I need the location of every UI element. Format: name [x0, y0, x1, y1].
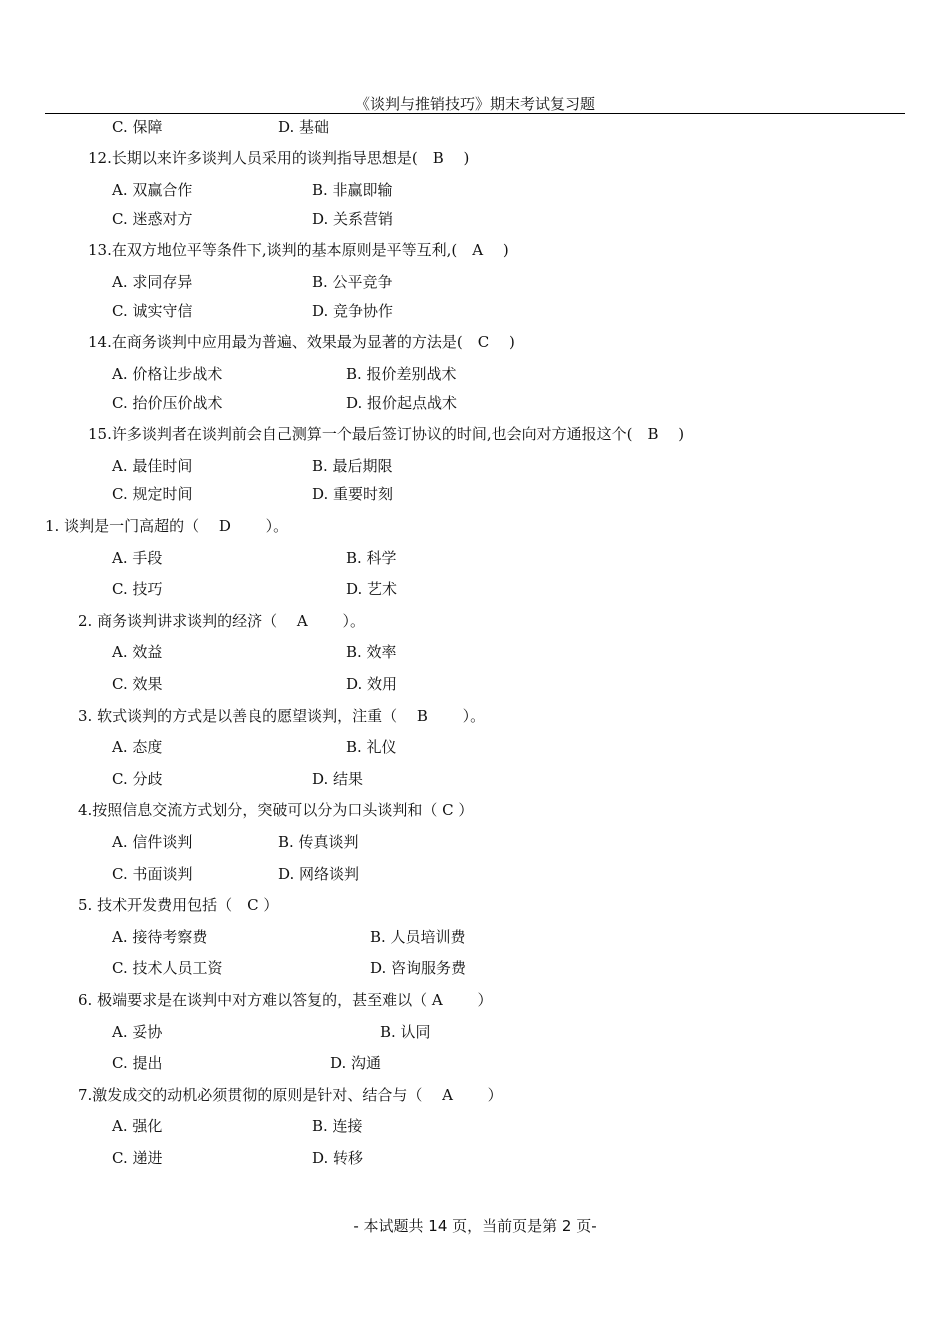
option-text: C. 分歧 — [112, 770, 163, 788]
option-text: A. 信件谈判 — [112, 833, 193, 851]
option-text: B. 科学 — [346, 549, 397, 567]
option-text: C. 技巧 — [112, 580, 163, 598]
option-text: A. 态度 — [112, 738, 163, 756]
option-text: D. 效用 — [346, 675, 398, 693]
page-footer: - 本试题共 14 页，当前页是第 2 页- — [353, 1217, 597, 1235]
option-text: D. 网络谈判 — [278, 865, 360, 883]
option-text: C. 保障 — [112, 118, 163, 136]
option-text: A. 强化 — [112, 1117, 163, 1135]
question-text: 15.许多谈判者在谈判前会自己测算一个最后签订协议的时间,也会向对方通报这个( B ) — [88, 425, 685, 443]
header-rule — [45, 113, 905, 114]
option-text: D. 重要时刻 — [312, 485, 394, 503]
page-header-title: 《谈判与推销技巧》期末考试复习题 — [354, 95, 595, 113]
option-text: D. 咨询服务费 — [370, 959, 467, 977]
option-text: C. 书面谈判 — [112, 865, 193, 883]
option-text: B. 礼仪 — [346, 738, 397, 756]
option-text: D. 竞争协作 — [312, 302, 394, 320]
option-text: B. 连接 — [312, 1117, 363, 1135]
option-text: C. 效果 — [112, 675, 163, 693]
option-text: C. 递进 — [112, 1149, 163, 1167]
option-text: A. 价格让步战术 — [112, 365, 223, 383]
option-text: D. 报价起点战术 — [346, 394, 458, 412]
option-text: C. 迷惑对方 — [112, 210, 193, 228]
question-text: 6. 极端要求是在谈判中对方难以答复的，甚至难以（ A ） — [78, 991, 493, 1009]
option-text: C. 规定时间 — [112, 485, 193, 503]
option-text: C. 技术人员工资 — [112, 959, 223, 977]
option-text: D. 关系营销 — [312, 210, 394, 228]
question-text: 3. 软式谈判的方式是以善良的愿望谈判，注重（ B ）。 — [78, 707, 486, 725]
option-text: D. 基础 — [278, 118, 330, 136]
option-text: A. 妥协 — [112, 1023, 163, 1041]
option-text: A. 求同存异 — [112, 273, 193, 291]
option-text: C. 提出 — [112, 1054, 163, 1072]
option-text: B. 最后期限 — [312, 457, 393, 475]
question-text: 5. 技术开发费用包括（ C ） — [78, 896, 279, 914]
option-text: B. 公平竞争 — [312, 273, 393, 291]
option-text: B. 非赢即输 — [312, 181, 393, 199]
option-text: A. 手段 — [112, 549, 163, 567]
option-text: D. 沟通 — [330, 1054, 382, 1072]
question-text: 12.长期以来许多谈判人员采用的谈判指导思想是( B ) — [88, 149, 470, 167]
option-text: B. 传真谈判 — [278, 833, 359, 851]
option-text: D. 结果 — [312, 770, 364, 788]
question-text: 14.在商务谈判中应用最为普遍、效果最为显著的方法是( C ) — [88, 333, 515, 351]
option-text: A. 双赢合作 — [112, 181, 193, 199]
option-text: A. 最佳时间 — [112, 457, 193, 475]
option-text: C. 抬价压价战术 — [112, 394, 223, 412]
option-text: A. 效益 — [112, 643, 163, 661]
option-text: B. 人员培训费 — [370, 928, 466, 946]
question-text: 4.按照信息交流方式划分，突破可以分为口头谈判和（ C ） — [78, 801, 474, 819]
option-text: B. 效率 — [346, 643, 397, 661]
option-text: D. 转移 — [312, 1149, 364, 1167]
option-text: A. 接待考察费 — [112, 928, 208, 946]
option-text: B. 报价差别战术 — [346, 365, 457, 383]
option-text: C. 诚实守信 — [112, 302, 193, 320]
option-text: D. 艺术 — [346, 580, 398, 598]
question-text: 2. 商务谈判讲求谈判的经济（ A ）。 — [78, 612, 365, 630]
option-text: B. 认同 — [380, 1023, 431, 1041]
question-text: 7.激发成交的动机必须贯彻的原则是针对、结合与（ A ） — [78, 1086, 503, 1104]
question-text: 1. 谈判是一门高超的（ D ）。 — [45, 517, 289, 535]
question-text: 13.在双方地位平等条件下,谈判的基本原则是平等互利,( A ) — [88, 241, 509, 259]
